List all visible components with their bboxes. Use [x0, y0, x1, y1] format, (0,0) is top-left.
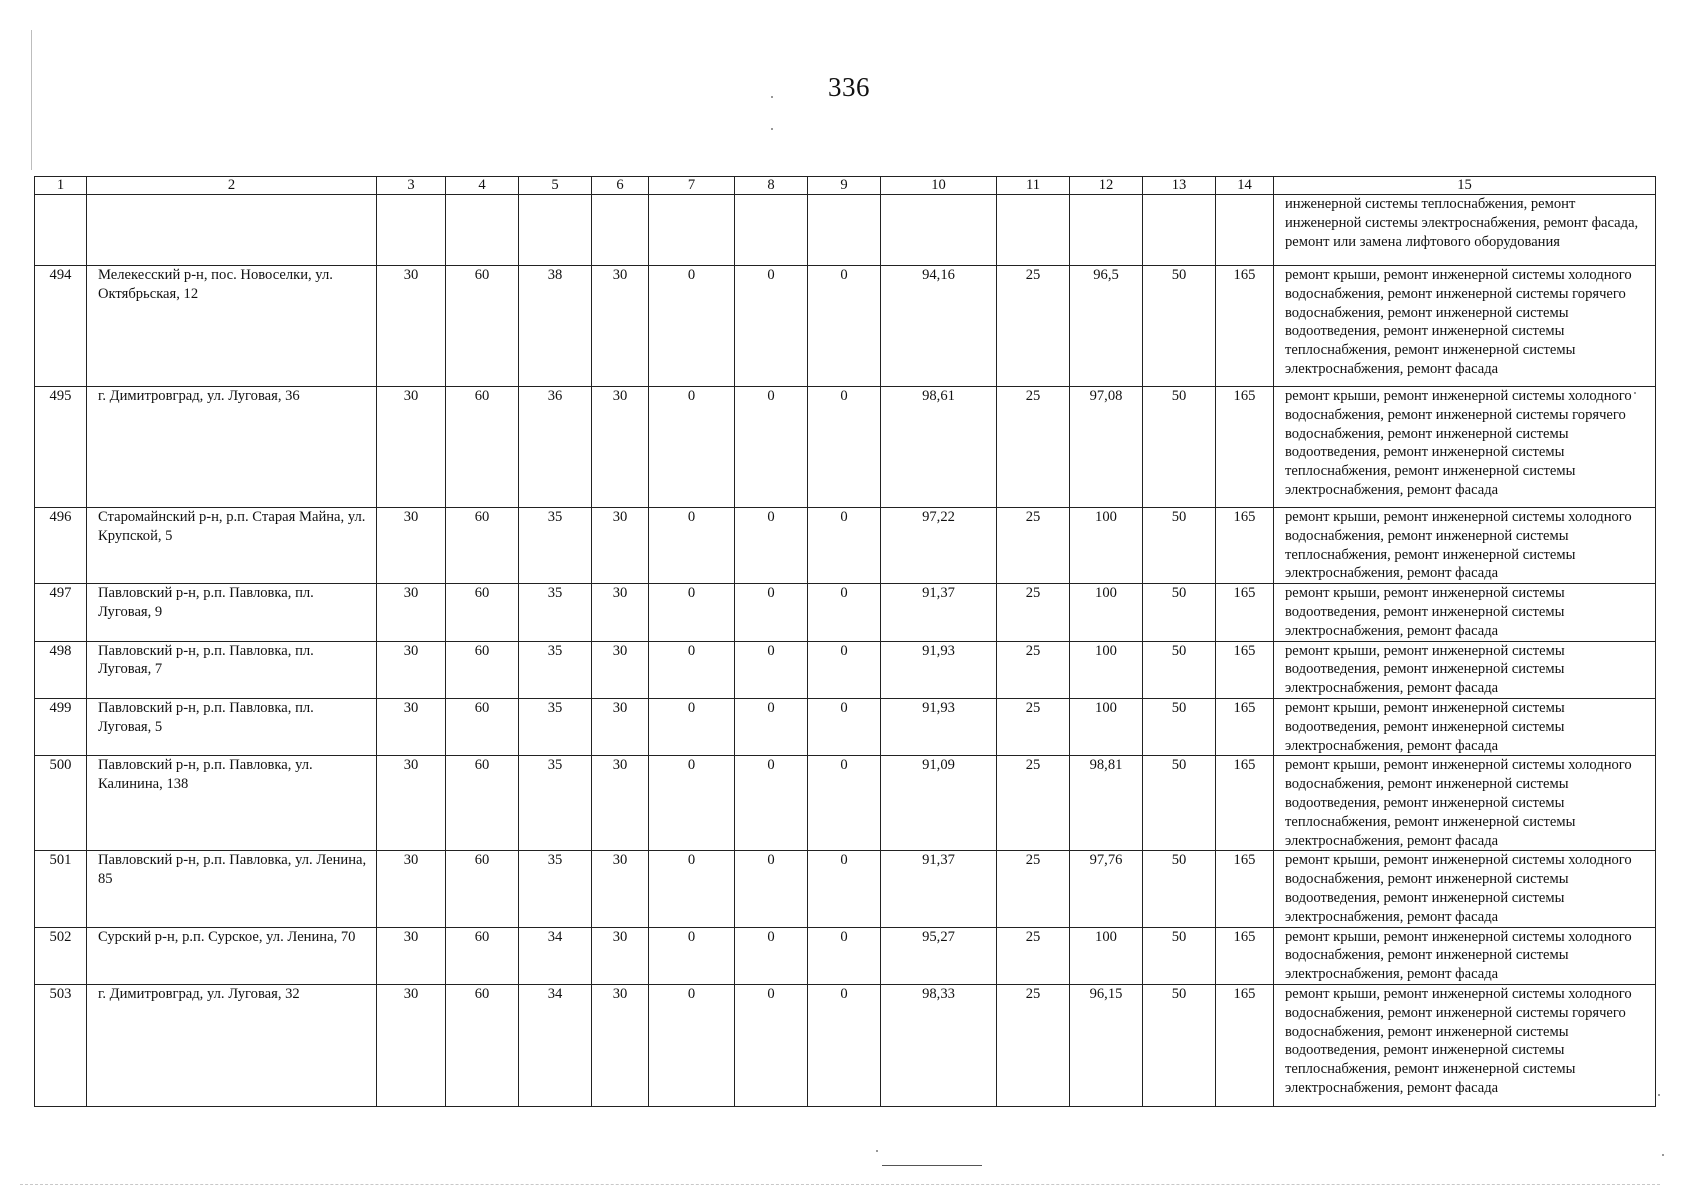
cell-col-6: 30: [592, 698, 649, 755]
cell-col-11: 25: [997, 851, 1070, 927]
cell-address: Павловский р-н, р.п. Павловка, пл. Луговая, 7: [87, 641, 377, 698]
cell-row-number: 502: [35, 927, 87, 984]
table-row: [35, 387, 1656, 508]
cell-col-4: 60: [446, 641, 519, 698]
cell-col-14: 165: [1216, 984, 1274, 1106]
cell-col-14: 165: [1216, 927, 1274, 984]
cell-col-9: 0: [808, 387, 881, 508]
cell-col-10: 98,33: [881, 984, 997, 1106]
cell-col-5: 35: [519, 641, 592, 698]
cell-col-3: 30: [377, 266, 446, 387]
cell-address: Павловский р-н, р.п. Павловка, ул. Калинина, 138: [87, 756, 377, 851]
cell-col-7: [649, 195, 735, 266]
cell-col-11: 25: [997, 641, 1070, 698]
cell-works-list: ремонт крыши, ремонт инженерной системы холодного водоснабжения, ремонт инженерной системы водоотведения, ремонт инженерной системы теплоснабжения, ремонт инженерной системы электроснабжения, ремонт фасада: [1274, 756, 1656, 851]
cell-col-12: 96,15: [1070, 984, 1143, 1106]
column-header-1: 1: [35, 177, 87, 195]
cell-col-14: 165: [1216, 698, 1274, 755]
cell-col-12: 97,76: [1070, 851, 1143, 927]
cell-address: Сурский р-н, р.п. Сурское, ул. Ленина, 70: [87, 927, 377, 984]
column-header-10: 10: [881, 177, 997, 195]
cell-col-10: 97,22: [881, 508, 997, 584]
cell-col-14: 165: [1216, 851, 1274, 927]
cell-col-6: 30: [592, 387, 649, 508]
cell-col-8: [735, 195, 808, 266]
cell-row-number: 500: [35, 756, 87, 851]
cell-col-4: 60: [446, 927, 519, 984]
cell-col-8: 0: [735, 387, 808, 508]
cell-address: Павловский р-н, р.п. Павловка, ул. Ленина, 85: [87, 851, 377, 927]
cell-col-13: [1143, 195, 1216, 266]
cell-col-3: 30: [377, 698, 446, 755]
table-header-row: [35, 177, 1656, 195]
cell-row-number: 497: [35, 584, 87, 641]
table-row: [35, 851, 1656, 927]
cell-col-3: 30: [377, 508, 446, 584]
cell-address: г. Димитровград, ул. Луговая, 32: [87, 984, 377, 1106]
cell-col-13: 50: [1143, 584, 1216, 641]
cell-col-8: 0: [735, 508, 808, 584]
cell-col-9: 0: [808, 266, 881, 387]
cell-col-13: 50: [1143, 641, 1216, 698]
cell-col-8: 0: [735, 698, 808, 755]
cell-col-8: 0: [735, 266, 808, 387]
cell-works-list: инженерной системы теплоснабжения, ремонт инженерной системы электроснабжения, ремонт фасада, ремонт или замена лифтового оборудования: [1274, 195, 1656, 266]
cell-col-5: 36: [519, 387, 592, 508]
cell-col-13: 50: [1143, 756, 1216, 851]
cell-col-12: [1070, 195, 1143, 266]
cell-col-7: 0: [649, 851, 735, 927]
cell-col-14: 165: [1216, 756, 1274, 851]
cell-col-9: 0: [808, 927, 881, 984]
cell-col-7: 0: [649, 641, 735, 698]
cell-col-14: 165: [1216, 584, 1274, 641]
cell-col-5: 34: [519, 927, 592, 984]
cell-col-14: [1216, 195, 1274, 266]
cell-col-5: [519, 195, 592, 266]
cell-col-3: 30: [377, 584, 446, 641]
cell-col-6: 30: [592, 584, 649, 641]
cell-col-11: 25: [997, 698, 1070, 755]
cell-col-14: 165: [1216, 641, 1274, 698]
cell-row-number: 503: [35, 984, 87, 1106]
cell-col-4: 60: [446, 756, 519, 851]
cell-col-4: 60: [446, 266, 519, 387]
cell-col-5: 35: [519, 851, 592, 927]
column-header-4: 4: [446, 177, 519, 195]
cell-col-6: [592, 195, 649, 266]
cell-col-14: 165: [1216, 266, 1274, 387]
cell-works-list: ремонт крыши, ремонт инженерной системы холодного водоснабжения, ремонт инженерной системы горячего водоснабжения, ремонт инженерной системы водоотведения, ремонт инженерной системы теплоснабжения, ремонт инженерной системы электроснабжения, ремонт фасада: [1274, 387, 1656, 508]
cell-col-9: 0: [808, 756, 881, 851]
cell-col-6: 30: [592, 756, 649, 851]
cell-col-7: 0: [649, 508, 735, 584]
cell-col-11: [997, 195, 1070, 266]
cell-col-11: 25: [997, 984, 1070, 1106]
cell-works-list: ремонт крыши, ремонт инженерной системы холодного водоснабжения, ремонт инженерной системы теплоснабжения, ремонт инженерной системы электроснабжения, ремонт фасада: [1274, 508, 1656, 584]
cell-col-3: 30: [377, 927, 446, 984]
column-header-8: 8: [735, 177, 808, 195]
scan-speck: [1658, 1094, 1660, 1096]
scan-edge-line: [20, 1184, 1660, 1185]
cell-col-10: 91,37: [881, 851, 997, 927]
cell-col-11: 25: [997, 927, 1070, 984]
cell-col-10: [881, 195, 997, 266]
cell-col-4: 60: [446, 584, 519, 641]
cell-col-12: 100: [1070, 641, 1143, 698]
cell-col-12: 100: [1070, 584, 1143, 641]
cell-works-list: ремонт крыши, ремонт инженерной системы водоотведения, ремонт инженерной системы электроснабжения, ремонт фасада: [1274, 584, 1656, 641]
cell-col-10: 91,93: [881, 698, 997, 755]
cell-col-6: 30: [592, 641, 649, 698]
column-header-13: 13: [1143, 177, 1216, 195]
cell-works-list: ремонт крыши, ремонт инженерной системы холодного водоснабжения, ремонт инженерной системы электроснабжения, ремонт фасада: [1274, 927, 1656, 984]
cell-col-6: 30: [592, 927, 649, 984]
cell-col-9: [808, 195, 881, 266]
cell-row-number: 496: [35, 508, 87, 584]
cell-col-13: 50: [1143, 387, 1216, 508]
column-header-12: 12: [1070, 177, 1143, 195]
cell-col-10: 94,16: [881, 266, 997, 387]
cell-col-13: 50: [1143, 927, 1216, 984]
table-row: [35, 266, 1656, 387]
cell-col-10: 91,09: [881, 756, 997, 851]
cell-works-list: ремонт крыши, ремонт инженерной системы водоотведения, ремонт инженерной системы электроснабжения, ремонт фасада: [1274, 641, 1656, 698]
cell-col-3: [377, 195, 446, 266]
table-body: [35, 177, 1656, 1107]
cell-col-12: 100: [1070, 508, 1143, 584]
cell-col-11: 25: [997, 266, 1070, 387]
cell-col-10: 95,27: [881, 927, 997, 984]
cell-address: Старомайнский р-н, р.п. Старая Майна, ул. Крупской, 5: [87, 508, 377, 584]
scan-speck: [1662, 1154, 1664, 1156]
cell-col-12: 97,08: [1070, 387, 1143, 508]
cell-col-7: 0: [649, 387, 735, 508]
cell-col-11: 25: [997, 584, 1070, 641]
cell-col-4: 60: [446, 851, 519, 927]
cell-col-14: 165: [1216, 508, 1274, 584]
cell-col-5: 35: [519, 584, 592, 641]
table-row: [35, 195, 1656, 266]
cell-col-6: 30: [592, 266, 649, 387]
footer-rule: [882, 1165, 982, 1166]
cell-col-3: 30: [377, 851, 446, 927]
cell-address: [87, 195, 377, 266]
table-row: [35, 984, 1656, 1106]
scan-speck: [771, 96, 773, 98]
cell-col-4: 60: [446, 984, 519, 1106]
scan-speck: [771, 128, 773, 130]
cell-address: г. Димитровград, ул. Луговая, 36: [87, 387, 377, 508]
column-header-2: 2: [87, 177, 377, 195]
cell-works-list: ремонт крыши, ремонт инженерной системы водоотведения, ремонт инженерной системы электроснабжения, ремонт фасада: [1274, 698, 1656, 755]
cell-col-10: 91,93: [881, 641, 997, 698]
cell-row-number: 494: [35, 266, 87, 387]
cell-col-9: 0: [808, 584, 881, 641]
cell-col-7: 0: [649, 584, 735, 641]
cell-col-4: 60: [446, 698, 519, 755]
cell-col-8: 0: [735, 584, 808, 641]
cell-address: Мелекесский р-н, пос. Новоселки, ул. Октябрьская, 12: [87, 266, 377, 387]
table-row: [35, 584, 1656, 641]
cell-col-6: 30: [592, 508, 649, 584]
cell-col-3: 30: [377, 641, 446, 698]
column-header-15: 15: [1274, 177, 1656, 195]
column-header-7: 7: [649, 177, 735, 195]
cell-row-number: 498: [35, 641, 87, 698]
cell-col-9: 0: [808, 851, 881, 927]
cell-col-12: 100: [1070, 927, 1143, 984]
cell-col-8: 0: [735, 984, 808, 1106]
scan-speck: [876, 1150, 878, 1152]
cell-col-10: 91,37: [881, 584, 997, 641]
cell-row-number: 501: [35, 851, 87, 927]
page-number: 336: [828, 72, 870, 102]
cell-col-3: 30: [377, 984, 446, 1106]
cell-works-list: ремонт крыши, ремонт инженерной системы холодного водоснабжения, ремонт инженерной системы водоотведения, ремонт инженерной системы электроснабжения, ремонт фасада: [1274, 851, 1656, 927]
cell-address: Павловский р-н, р.п. Павловка, пл. Луговая, 9: [87, 584, 377, 641]
cell-col-13: 50: [1143, 984, 1216, 1106]
cell-col-8: 0: [735, 641, 808, 698]
cell-col-12: 98,81: [1070, 756, 1143, 851]
cell-col-8: 0: [735, 851, 808, 927]
cell-col-11: 25: [997, 508, 1070, 584]
cell-col-7: 0: [649, 698, 735, 755]
cell-col-12: 96,5: [1070, 266, 1143, 387]
cell-col-5: 38: [519, 266, 592, 387]
table-row: [35, 641, 1656, 698]
cell-col-5: 35: [519, 756, 592, 851]
cell-col-13: 50: [1143, 266, 1216, 387]
cell-col-9: 0: [808, 641, 881, 698]
cell-col-4: [446, 195, 519, 266]
cell-col-5: 35: [519, 508, 592, 584]
cell-col-5: 35: [519, 698, 592, 755]
cell-col-3: 30: [377, 756, 446, 851]
table-row: [35, 508, 1656, 584]
table-row: [35, 927, 1656, 984]
cell-col-13: 50: [1143, 851, 1216, 927]
cell-col-12: 100: [1070, 698, 1143, 755]
table-row: [35, 756, 1656, 851]
cell-col-6: 30: [592, 851, 649, 927]
cell-col-6: 30: [592, 984, 649, 1106]
cell-address: Павловский р-н, р.п. Павловка, пл. Луговая, 5: [87, 698, 377, 755]
column-header-9: 9: [808, 177, 881, 195]
cell-col-9: 0: [808, 984, 881, 1106]
table-row: [35, 698, 1656, 755]
cell-col-13: 50: [1143, 698, 1216, 755]
cell-col-10: 98,61: [881, 387, 997, 508]
cell-row-number: 495: [35, 387, 87, 508]
cell-col-13: 50: [1143, 508, 1216, 584]
cell-row-number: 499: [35, 698, 87, 755]
column-header-11: 11: [997, 177, 1070, 195]
cell-col-9: 0: [808, 698, 881, 755]
column-header-6: 6: [592, 177, 649, 195]
column-header-5: 5: [519, 177, 592, 195]
cell-col-4: 60: [446, 387, 519, 508]
cell-col-7: 0: [649, 756, 735, 851]
cell-row-number: [35, 195, 87, 266]
cell-col-8: 0: [735, 927, 808, 984]
column-header-14: 14: [1216, 177, 1274, 195]
repair-program-table: [34, 176, 1656, 1107]
cell-col-11: 25: [997, 387, 1070, 508]
cell-col-7: 0: [649, 927, 735, 984]
cell-col-5: 34: [519, 984, 592, 1106]
cell-col-9: 0: [808, 508, 881, 584]
cell-works-list: ремонт крыши, ремонт инженерной системы холодного водоснабжения, ремонт инженерной системы горячего водоснабжения, ремонт инженерной системы водоотведения, ремонт инженерной системы теплоснабжения, ремонт инженерной системы электроснабжения, ремонт фасада: [1274, 266, 1656, 387]
cell-col-3: 30: [377, 387, 446, 508]
cell-col-14: 165: [1216, 387, 1274, 508]
cell-col-11: 25: [997, 756, 1070, 851]
cell-works-list: ремонт крыши, ремонт инженерной системы холодного водоснабжения, ремонт инженерной системы горячего водоснабжения, ремонт инженерной системы водоотведения, ремонт инженерной системы теплоснабжения, ремонт инженерной системы электроснабжения, ремонт фасада: [1274, 984, 1656, 1106]
cell-col-7: 0: [649, 984, 735, 1106]
cell-col-7: 0: [649, 266, 735, 387]
cell-col-4: 60: [446, 508, 519, 584]
cell-col-8: 0: [735, 756, 808, 851]
column-header-3: 3: [377, 177, 446, 195]
